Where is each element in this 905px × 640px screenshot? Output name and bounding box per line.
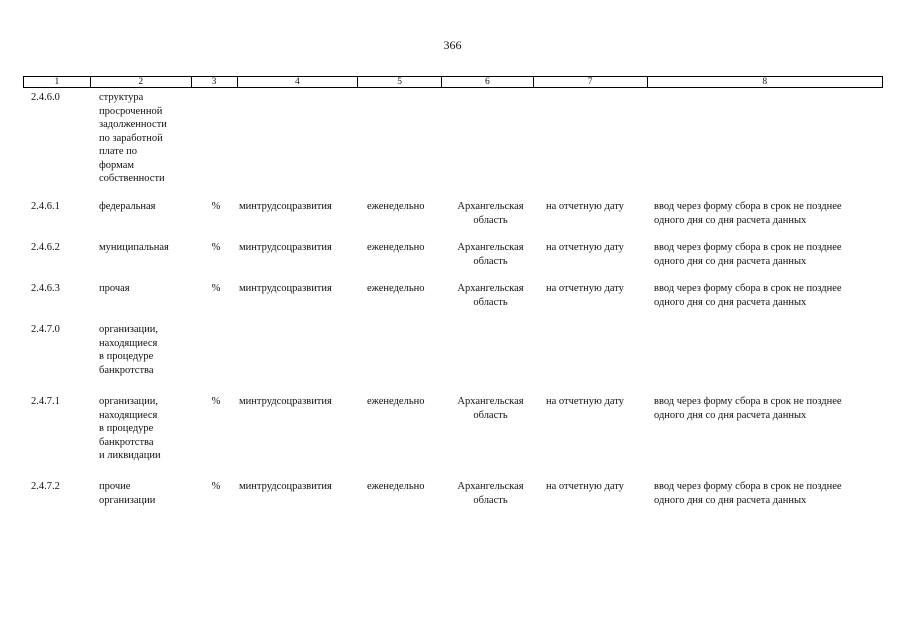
row-org: минтрудсоцразвития bbox=[239, 283, 332, 294]
row-name: структура просроченной задолженности по заработной плате по формам собственности bbox=[99, 92, 167, 184]
row-method: ввод через форму сбора в срок не позднее одного дня со дня расчета данных bbox=[654, 242, 842, 267]
row-method: ввод через форму сбора в срок не позднее одного дня со дня расчета данных bbox=[654, 396, 842, 421]
row-name: муниципальная bbox=[99, 242, 169, 253]
row-region: Архангельская область bbox=[457, 283, 524, 308]
row-unit: % bbox=[211, 201, 221, 212]
row-code: 2.4.7.1 bbox=[31, 396, 60, 407]
page-number: 366 bbox=[443, 38, 462, 52]
table-header bbox=[23, 76, 883, 88]
row-unit: % bbox=[211, 283, 221, 294]
row-code: 2.4.7.0 bbox=[31, 324, 60, 335]
row-org: минтрудсоцразвития bbox=[239, 201, 332, 212]
row-code: 2.4.6.2 bbox=[31, 242, 60, 253]
header-col-1: 1 bbox=[24, 77, 91, 87]
row-unit: % bbox=[211, 242, 221, 253]
header-col-7: 7 bbox=[534, 77, 648, 87]
row-method: ввод через форму сбора в срок не позднее одного дня со дня расчета данных bbox=[654, 481, 842, 506]
row-region: Архангельская область bbox=[457, 481, 524, 506]
header-col-4: 4 bbox=[238, 77, 359, 87]
row-date: на отчетную дату bbox=[546, 283, 624, 294]
row-name: организации, находящиеся в процедуре банкротства bbox=[99, 324, 158, 376]
row-method: ввод через форму сбора в срок не позднее одного дня со дня расчета данных bbox=[654, 283, 842, 308]
row-unit: % bbox=[211, 396, 221, 407]
row-region: Архангельская область bbox=[457, 201, 524, 226]
row-period: еженедельно bbox=[367, 242, 425, 253]
row-name: федеральная bbox=[99, 201, 156, 212]
row-date: на отчетную дату bbox=[546, 242, 624, 253]
header-col-3: 3 bbox=[192, 77, 238, 87]
header-col-2: 2 bbox=[91, 77, 192, 87]
row-org: минтрудсоцразвития bbox=[239, 481, 332, 492]
row-method: ввод через форму сбора в срок не позднее одного дня со дня расчета данных bbox=[654, 201, 842, 226]
row-code: 2.4.6.0 bbox=[31, 92, 60, 103]
row-unit: % bbox=[211, 481, 221, 492]
row-name: прочая bbox=[99, 283, 130, 294]
row-name: организации, находящиеся в процедуре банкротства и ликвидации bbox=[99, 396, 161, 461]
row-period: еженедельно bbox=[367, 201, 425, 212]
row-date: на отчетную дату bbox=[546, 396, 624, 407]
row-period: еженедельно bbox=[367, 481, 425, 492]
row-date: на отчетную дату bbox=[546, 481, 624, 492]
row-period: еженедельно bbox=[367, 396, 425, 407]
row-code: 2.4.6.3 bbox=[31, 283, 60, 294]
row-name: прочие организации bbox=[99, 481, 156, 506]
row-code: 2.4.7.2 bbox=[31, 481, 60, 492]
row-org: минтрудсоцразвития bbox=[239, 242, 332, 253]
row-region: Архангельская область bbox=[457, 242, 524, 267]
row-region: Архангельская область bbox=[457, 396, 524, 421]
header-col-6: 6 bbox=[442, 77, 534, 87]
header-col-8: 8 bbox=[762, 77, 768, 87]
row-code: 2.4.6.1 bbox=[31, 201, 60, 212]
row-date: на отчетную дату bbox=[546, 201, 624, 212]
row-period: еженедельно bbox=[367, 283, 425, 294]
header-col-5: 5 bbox=[358, 77, 442, 87]
row-org: минтрудсоцразвития bbox=[239, 396, 332, 407]
